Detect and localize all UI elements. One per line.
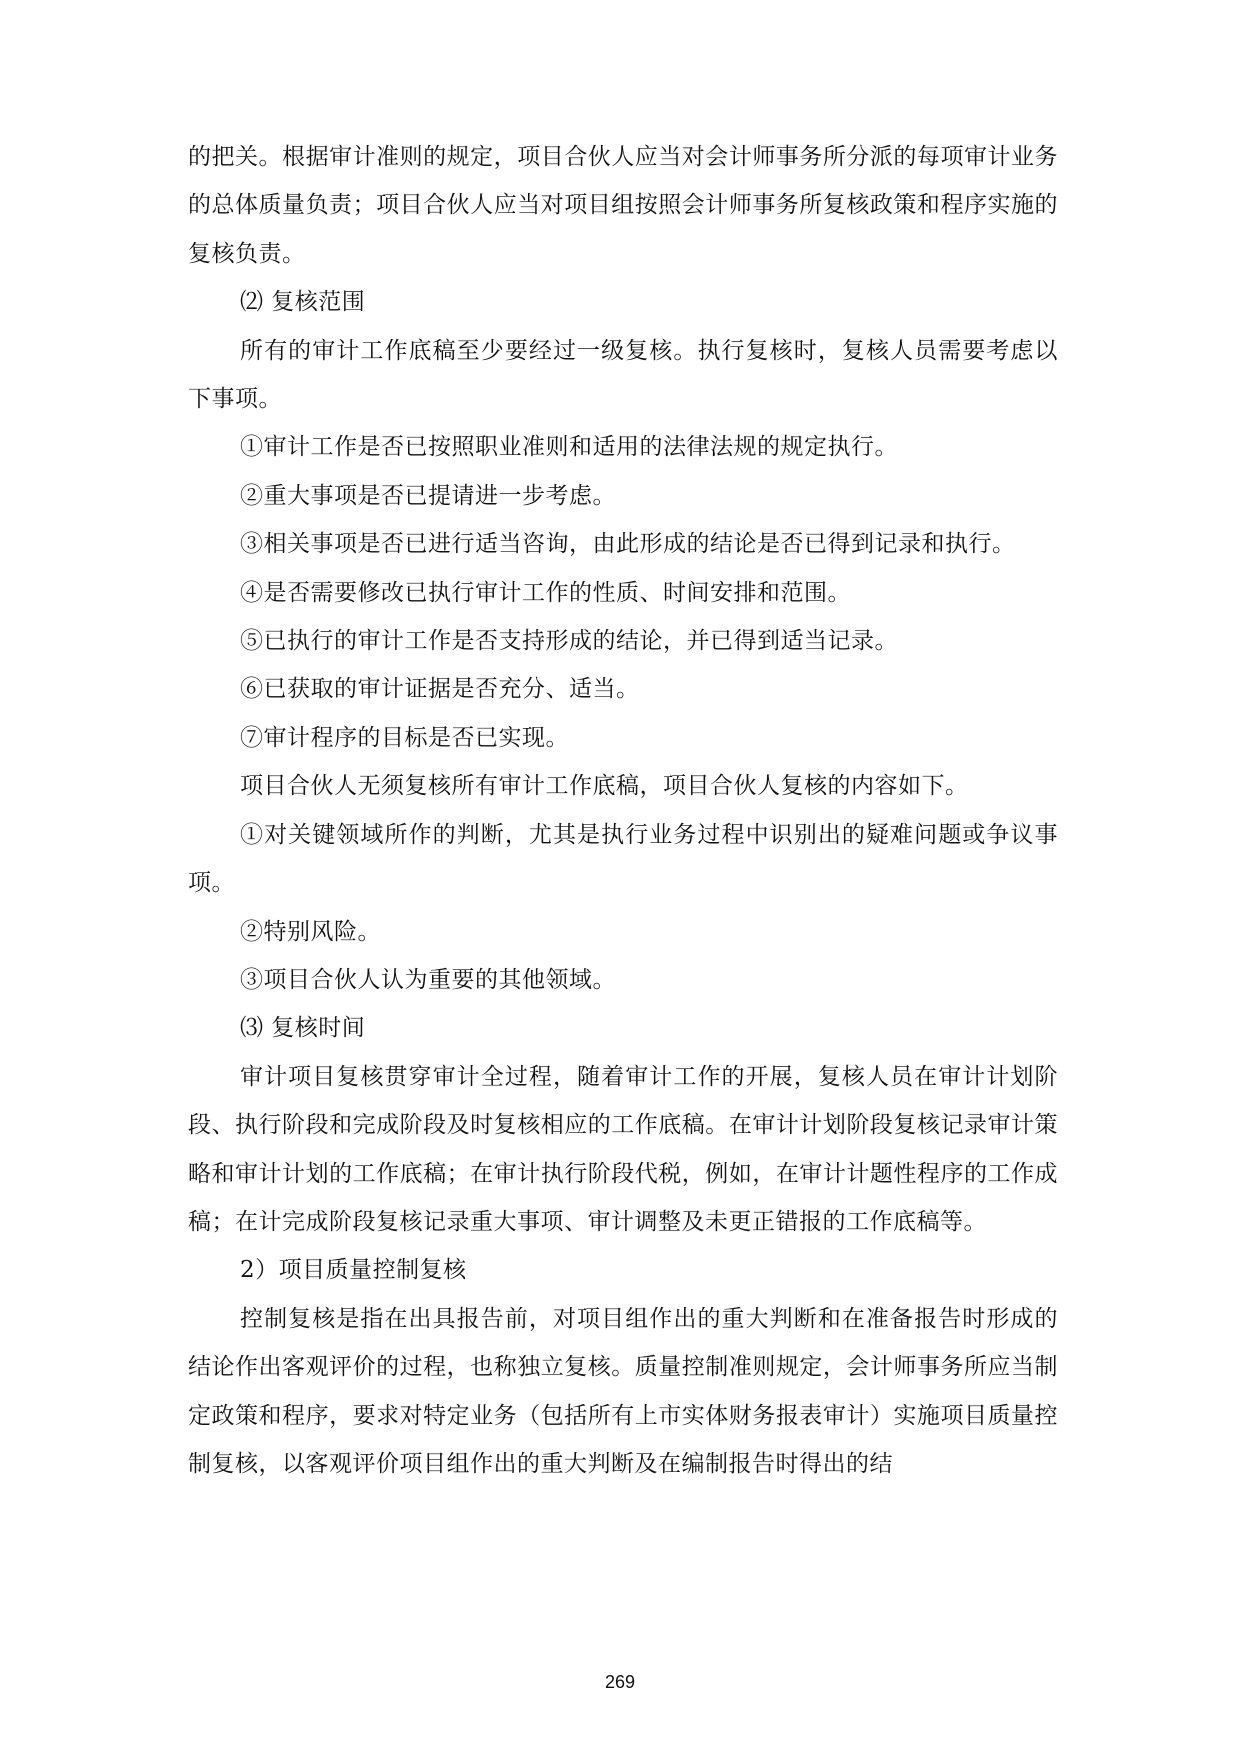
paragraph-review-scope: 所有的审计工作底稿至少要经过一级复核。执行复核时，复核人员需要考虑以下事项。 (188, 337, 1058, 413)
heading-review-time: ⑶ 复核时间 (240, 1015, 366, 1042)
heading-review-scope: ⑵ 复核范围 (240, 289, 366, 316)
list-item: ②特别风险。 (240, 918, 381, 945)
heading-quality-control-review: 2）项目质量控制复核 (240, 1257, 467, 1284)
list-item: ⑥已获取的审计证据是否充分、适当。 (240, 676, 640, 703)
list-item: ④是否需要修改已执行审计工作的性质、时间安排和范围。 (240, 579, 851, 606)
body-text (188, 133, 1058, 1488)
list-item: ③项目合伙人认为重要的其他领域。 (240, 966, 616, 993)
page-number: 269 (604, 1672, 636, 1692)
list-item: ③相关事项是否已进行适当咨询，由此形成的结论是否已得到记录和执行。 (240, 531, 1016, 558)
paragraph-partner-review: 项目合伙人无须复核所有审计工作底稿，项目合伙人复核的内容如下。 (240, 773, 969, 800)
paragraph-review-time: 审计项目复核贯穿审计全过程，随着审计工作的开展，复核人员在审计计划阶段、执行阶段和完成阶段及时复核相应的工作底稿。在审计计划阶段复核记录审计策略和审计计划的工作底稿；在审计执行阶段代税，例如，在审计计题性程序的工作成稿；在计完成阶段复核记录重大事项、审计调整及未更正错报的工作底稿等。 (188, 1063, 1058, 1235)
paragraph-continuation: 的把关。根据审计准则的规定，项目合伙人应当对会计师事务所分派的每项审计业务的总体质量负责；项目合伙人应当对项目组按照会计师事务所复核政策和程序实施的复核负责。 (188, 144, 1058, 267)
list-item: ⑤已执行的审计工作是否支持形成的结论，并已得到适当记录。 (240, 628, 898, 655)
list-item: ①审计工作是否已按照职业准则和适用的法律法规的规定执行。 (240, 434, 898, 461)
list-item: ①对关键领域所作的判断，尤其是执行业务过程中识别出的疑难问题或争议事项。 (188, 821, 1058, 897)
paragraph-quality-control-review: 控制复核是指在出具报告前，对项目组作出的重大判断和在准备报告时形成的结论作出客观评价的过程，也称独立复核。质量控制准则规定，会计师事务所应当制定政策和程序，要求对特定业务（包括所有上市实体财务报表审计）实施项目质量控制复核，以客观评价项目组作出的重大判断及在编制报告时得出的结 (188, 1305, 1058, 1477)
list-item: ②重大事项是否已提请进一步考虑。 (240, 482, 616, 509)
list-item: ⑦审计程序的目标是否已实现。 (240, 724, 569, 751)
